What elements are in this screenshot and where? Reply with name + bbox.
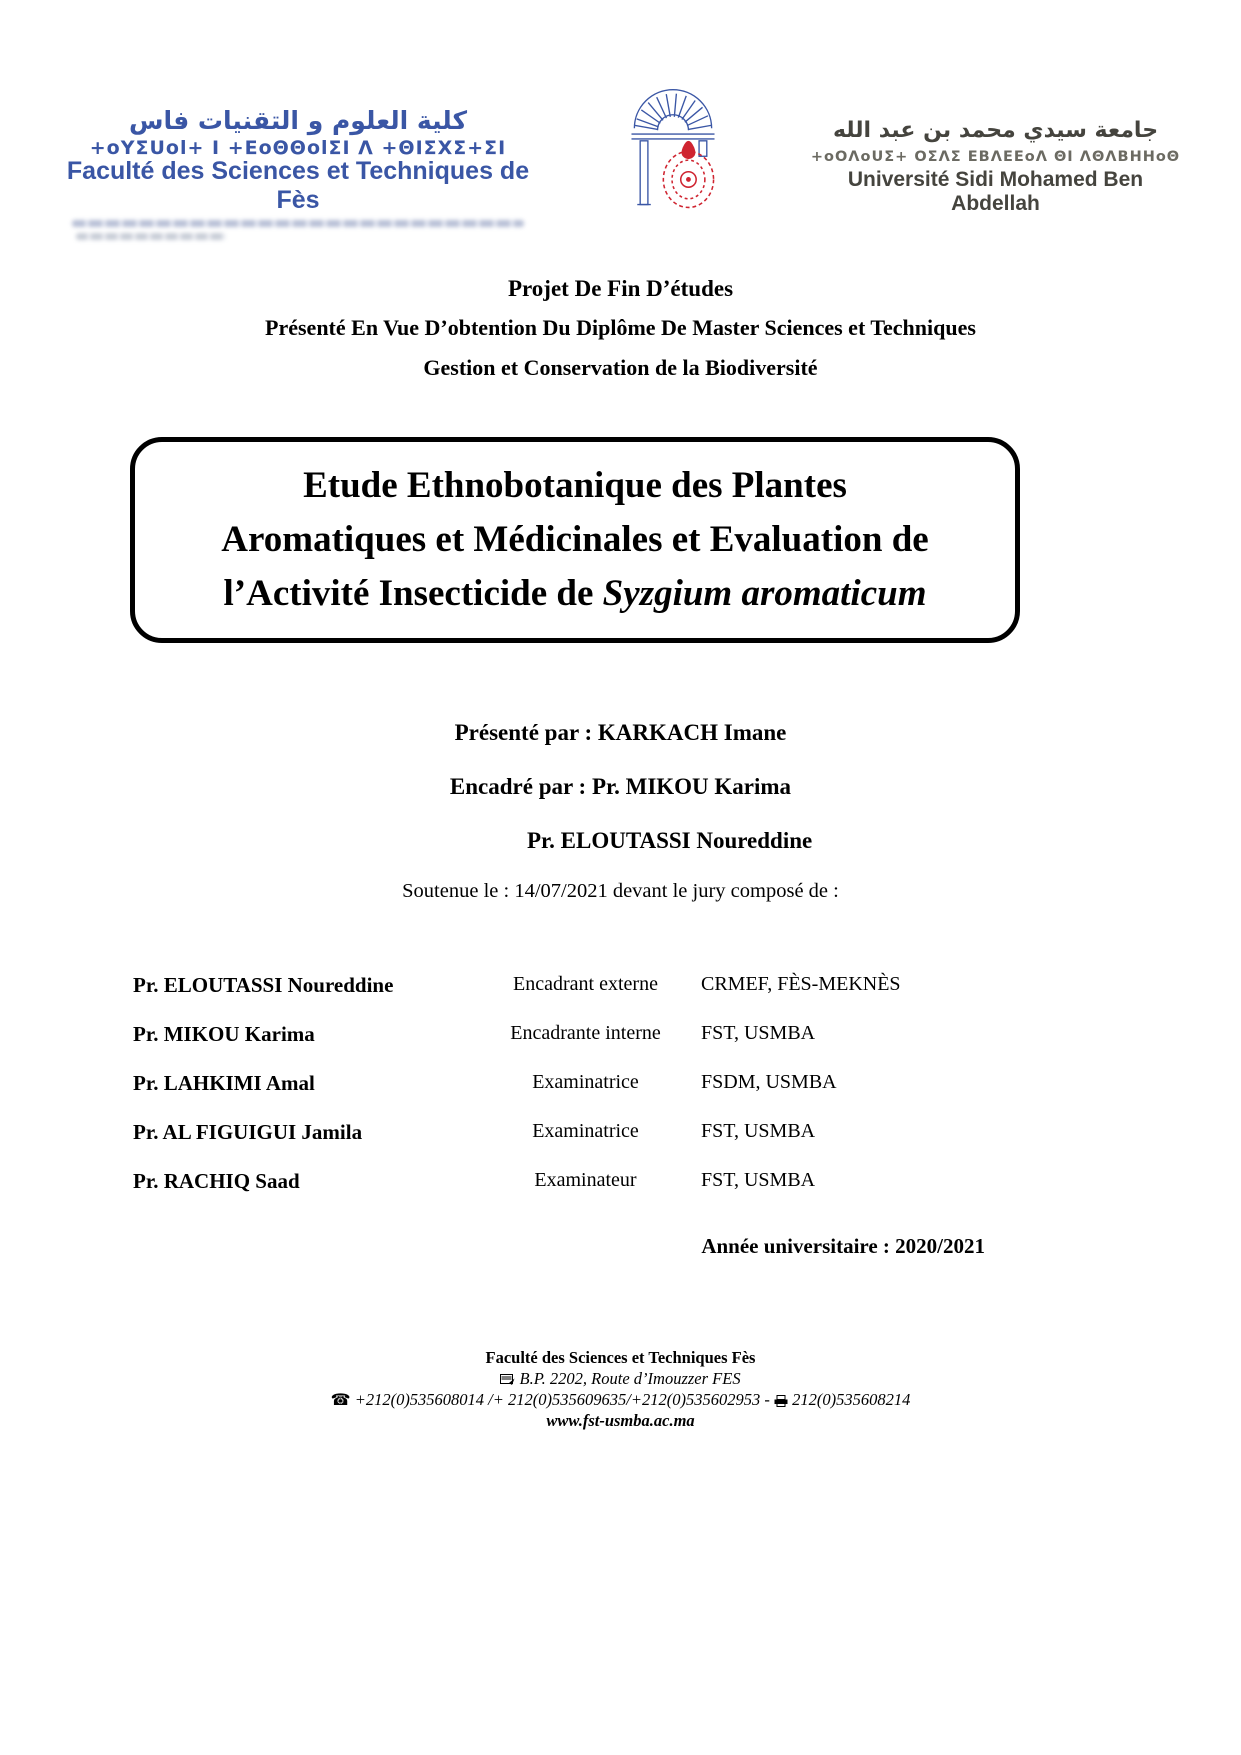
jury-member-affiliation: CRMEF, FÈS-MEKNÈS <box>701 973 901 995</box>
jury-row <box>133 1071 913 1120</box>
jury-member-name: Pr. RACHIQ Saad <box>133 1169 300 1193</box>
jury-member-role: Encadrante interne <box>510 1022 661 1044</box>
title-line-1: Etude Ethnobotanique des Plantes <box>303 465 847 506</box>
defense-date-line: Soutenue le : 14/07/2021 devant le jury composé de : <box>402 880 839 902</box>
title-line-3-prefix: l’Activité Insecticide de <box>223 573 603 614</box>
footer-phones: +212(0)535608014 /+ 212(0)535609635/+212(0)535602953 - <box>354 1390 770 1409</box>
jury-member-affiliation: FST, USMBA <box>701 1120 816 1142</box>
jury-member-name: Pr. LAHKIMI Amal <box>133 1071 315 1095</box>
university-name-tifinagh: +oOΛoUΣ+ OΣΛΣ ΕΒΛΕΕoΛ ΘΙ ΛΘΛΒΗΗoΘ <box>810 149 1181 165</box>
jury-member-role: Encadrant externe <box>513 973 658 995</box>
faculty-name-arabic: كلية العلوم و التقنيات فاس <box>128 106 468 135</box>
jury-member-role: Examinatrice <box>532 1120 639 1142</box>
header <box>58 78 1183 240</box>
jury-member-affiliation: FSDM, USMBA <box>701 1071 837 1093</box>
jury-member-name: Pr. AL FIGUIGUI Jamila <box>133 1120 363 1144</box>
faculty-name-french: Faculté des Sciences et Techniques de Fès <box>66 157 530 214</box>
speciality-line: Gestion et Conservation de la Biodiversité <box>423 355 818 380</box>
second-supervisor-line: Pr. ELOUTASSI Noureddine <box>527 828 813 853</box>
jury-member-name: Pr. MIKOU Karima <box>133 1022 315 1046</box>
fax-icon <box>774 1395 788 1407</box>
intro-block <box>0 276 1241 381</box>
jury-row <box>133 1120 913 1169</box>
blurred-text-line <box>76 233 226 240</box>
supervised-by-line: Encadré par : Pr. MIKOU Karima <box>449 774 792 799</box>
jury-row <box>133 973 913 1022</box>
footer <box>0 1347 1241 1431</box>
university-name-arabic: جامعة سيدي محمد بن عبد الله <box>832 118 1159 143</box>
presented-by-line: Présenté par : KARKACH Imane <box>454 720 787 745</box>
faculty-logo <box>58 106 538 240</box>
thesis-title-box <box>130 437 1020 643</box>
footer-institution: Faculté des Sciences et Techniques Fès <box>485 1348 756 1367</box>
footer-website: www.fst-usmba.ac.ma <box>546 1411 695 1430</box>
jury-row <box>133 1022 913 1071</box>
jury-member-role: Examinateur <box>534 1169 637 1191</box>
species-name: Syzgium aromaticum <box>602 573 927 614</box>
mail-icon <box>500 1374 515 1386</box>
university-emblem-icon <box>614 80 732 220</box>
project-type: Projet De Fin D’études <box>507 276 734 301</box>
blurred-text-line <box>72 220 524 227</box>
title-line-2: Aromatiques et Médicinales et Evaluation de <box>221 519 929 560</box>
phone-icon: ☎ <box>330 1390 351 1409</box>
jury-table <box>133 973 913 1218</box>
jury-member-name: Pr. ELOUTASSI Noureddine <box>133 973 394 997</box>
academic-year-line: Année universitaire : 2020/2021 <box>701 1234 985 1258</box>
university-name-french: Université Sidi Mohamed Ben Abdellah <box>847 168 1144 215</box>
footer-address-line <box>0 1368 1241 1389</box>
jury-member-affiliation: FST, USMBA <box>701 1022 816 1044</box>
footer-phone-line <box>0 1389 1241 1410</box>
faculty-name-tifinagh: +oYΣUol+ I +ΕoΘΘolΣI Λ +ΘΙΣΧΣ+ΣΙ <box>89 137 507 159</box>
diploma-line: Présenté En Vue D’obtention Du Diplôme De Master Sciences et Techniques <box>265 315 976 340</box>
footer-fax: 212(0)535608214 <box>792 1390 911 1409</box>
university-logo <box>808 118 1183 240</box>
footer-address: B.P. 2202, Route d’Imouzzer FES <box>519 1369 741 1388</box>
title-line-3 <box>135 567 1015 621</box>
jury-row <box>133 1169 913 1218</box>
jury-member-role: Examinatrice <box>532 1071 639 1093</box>
jury-member-affiliation: FST, USMBA <box>701 1169 816 1191</box>
